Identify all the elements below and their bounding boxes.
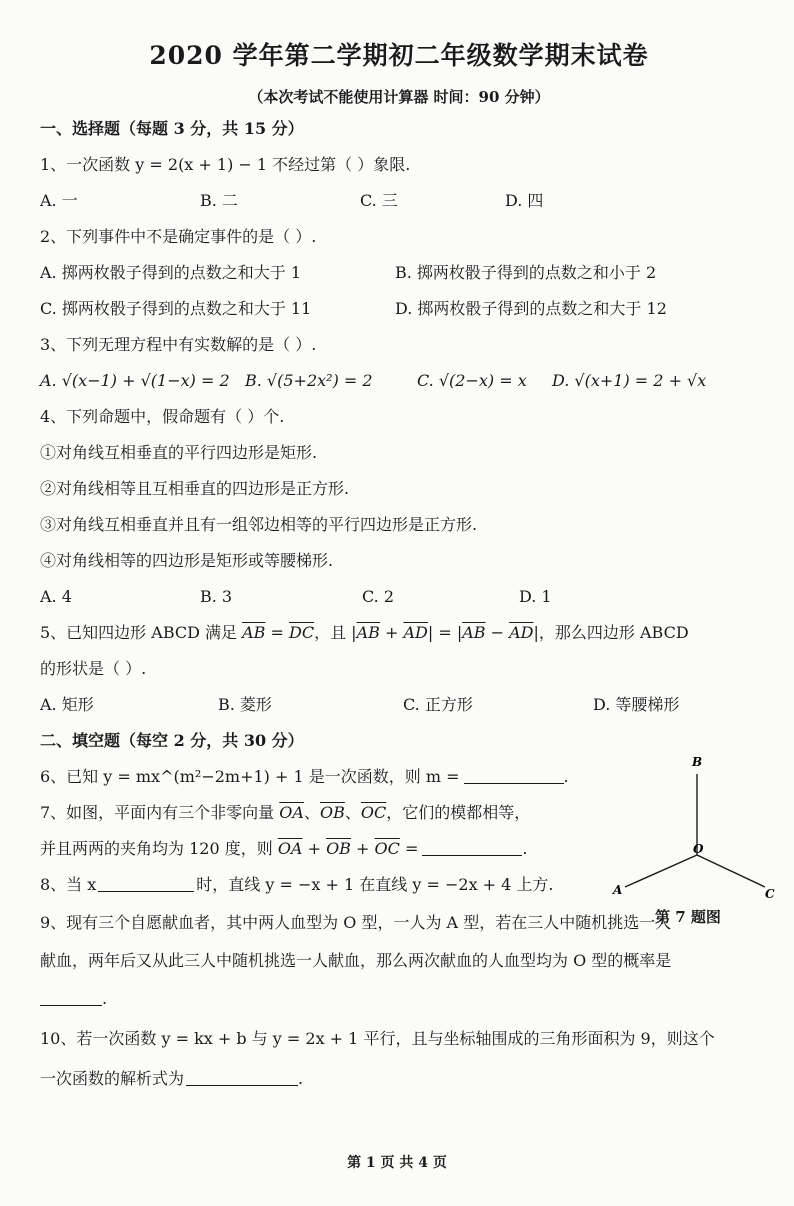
q7-text: + bbox=[302, 839, 327, 858]
label-b: B bbox=[692, 755, 703, 769]
q10-text: 一次函数的解析式为 bbox=[40, 1069, 185, 1088]
vector-oc: $\overline{OC}$ bbox=[374, 839, 400, 858]
q9-end: . bbox=[102, 989, 108, 1008]
answer-blank[interactable] bbox=[98, 875, 194, 892]
q7-text: = bbox=[399, 839, 419, 858]
question-9-line-1: 9、现有三个自愿献血者，其中两人血型为 O 型，一人为 A 型，若在三人中随机挑选一人 bbox=[40, 913, 672, 932]
vector-oc: $\overline{OC}$ bbox=[360, 803, 387, 822]
option-a: A. 一 bbox=[40, 191, 78, 210]
option-c: C. 掷两枚骰子得到的点数之和大于 11 bbox=[40, 299, 312, 318]
q7-text: ，它们的模都相等， bbox=[386, 803, 531, 822]
answer-blank[interactable] bbox=[464, 767, 564, 784]
q8-text: 8、当 x bbox=[40, 875, 97, 894]
q5-text: | = | bbox=[427, 623, 463, 642]
question-5-options bbox=[40, 695, 758, 715]
section-heading-choice: 一、选择题（每题 3 分，共 15 分） bbox=[40, 119, 304, 138]
q7-end: . bbox=[522, 839, 528, 858]
question-4-options bbox=[40, 587, 758, 607]
q5-text: = bbox=[265, 623, 290, 642]
proposition-2: ②对角线相等且互相垂直的四边形是正方形. bbox=[40, 479, 350, 498]
q6-text: 6、已知 y = mx^(m²−2m+1) + 1 是一次函数，则 m = bbox=[40, 767, 460, 786]
option-c: C. √(2−x) = x bbox=[417, 371, 527, 390]
vector-ad: $\overline{AD}$ bbox=[403, 623, 428, 642]
vector-ob: $\overline{OB}$ bbox=[319, 803, 345, 822]
vector-ob: $\overline{OB}$ bbox=[326, 839, 351, 858]
proposition-3: ③对角线互相垂直并且有一组邻边相等的平行四边形是正方形. bbox=[40, 515, 478, 534]
question-3-options bbox=[40, 371, 758, 391]
vector-oa-line bbox=[625, 855, 697, 887]
option-c: C. 2 bbox=[362, 587, 395, 606]
answer-blank[interactable] bbox=[422, 839, 522, 856]
vector-figure bbox=[605, 752, 775, 920]
option-d: D. √(x+1) = 2 + √x bbox=[552, 371, 707, 390]
question-1-options bbox=[40, 191, 758, 211]
question-5-stem-2: 的形状是（ ）. bbox=[40, 659, 147, 678]
option-a: A. √(x−1) + √(1−x) = 2 bbox=[40, 371, 230, 390]
option-d: D. 掷两枚骰子得到的点数之和大于 12 bbox=[395, 299, 667, 318]
option-c: C. 三 bbox=[360, 191, 398, 210]
q8-text: 时，直线 y = −x + 1 在直线 y = −2x + 4 上方. bbox=[196, 875, 554, 894]
question-4-stem: 4、下列命题中，假命题有（ ）个. bbox=[40, 407, 285, 426]
page-title: 2020 学年第二学期初二年级数学期末试卷 bbox=[149, 41, 649, 70]
q6-end: . bbox=[563, 767, 569, 786]
page-footer: 第 1 页 共 4 页 bbox=[347, 1155, 447, 1171]
option-c: C. 正方形 bbox=[403, 695, 473, 714]
question-3-stem: 3、下列无理方程中有实数解的是（ ）. bbox=[40, 335, 317, 354]
option-a: A. 矩形 bbox=[40, 695, 94, 714]
page-subtitle: （本次考试不能使用计算器 时间：90 分钟） bbox=[248, 88, 550, 106]
q7-text: 、 bbox=[344, 803, 361, 822]
option-b: B. 掷两枚骰子得到的点数之和小于 2 bbox=[395, 263, 657, 282]
question-5-stem bbox=[40, 623, 758, 643]
vector-ad: $\overline{AD}$ bbox=[509, 623, 534, 642]
proposition-1: ①对角线互相垂直的平行四边形是矩形. bbox=[40, 443, 318, 462]
proposition-4: ④对角线相等的四边形是矩形或等腰梯形. bbox=[40, 551, 334, 570]
question-2-options-row-2 bbox=[40, 299, 758, 319]
vector-oa: $\overline{OA}$ bbox=[277, 839, 303, 858]
option-a: A. 4 bbox=[40, 587, 72, 606]
vector-ab: $\overline{AB}$ bbox=[462, 623, 486, 642]
option-b: B. 3 bbox=[200, 587, 233, 606]
q5-text: ，且 | bbox=[314, 623, 357, 642]
question-2-options-row-1 bbox=[40, 263, 758, 283]
option-d: D. 四 bbox=[505, 191, 544, 210]
question-9-line-3 bbox=[40, 989, 758, 1009]
q5-text: − bbox=[485, 623, 510, 642]
label-c: C bbox=[765, 887, 775, 901]
option-d: D. 1 bbox=[519, 587, 552, 606]
option-b: B. 菱形 bbox=[218, 695, 272, 714]
q7-text: 并且两两的夹角均为 120 度，则 bbox=[40, 839, 278, 858]
q10-end: . bbox=[298, 1069, 304, 1088]
label-o: O bbox=[693, 842, 704, 856]
q5-text: 5、已知四边形 ABCD 满足 bbox=[40, 623, 243, 642]
question-10-line-2 bbox=[40, 1069, 758, 1089]
vector-oa: $\overline{OA}$ bbox=[279, 803, 304, 822]
answer-blank[interactable] bbox=[186, 1069, 298, 1086]
vector-ab: $\overline{AB}$ bbox=[242, 623, 266, 642]
question-9-line-2: 献血，两年后又从此三人中随机挑选一人献血，那么两次献血的人血型均为 O 型的概率是 bbox=[40, 951, 672, 970]
answer-blank[interactable] bbox=[40, 989, 102, 1006]
q7-text: 、 bbox=[303, 803, 320, 822]
question-10-line-1: 10、若一次函数 y = kx + b 与 y = 2x + 1 平行，且与坐标轴围成的三角形面积为 9，则这个 bbox=[40, 1029, 715, 1048]
section-heading-fill: 二、填空题（每空 2 分，共 30 分） bbox=[40, 731, 304, 750]
q7-text: + bbox=[350, 839, 375, 858]
option-d: D. 等腰梯形 bbox=[593, 695, 680, 714]
label-a: A bbox=[613, 883, 623, 897]
vector-ab: $\overline{AB}$ bbox=[356, 623, 380, 642]
question-2-stem: 2、下列事件中不是确定事件的是（ ）. bbox=[40, 227, 317, 246]
q7-text: 7、如图，平面内有三个非零向量 bbox=[40, 803, 280, 822]
vector-dc: $\overline{DC}$ bbox=[289, 623, 315, 642]
question-1-stem: 1、一次函数 y = 2(x + 1) − 1 不经过第（ ）象限. bbox=[40, 155, 411, 174]
vector-oc-line bbox=[697, 855, 765, 887]
q5-text: + bbox=[379, 623, 404, 642]
option-b: B. √(5+2x²) = 2 bbox=[245, 371, 373, 390]
option-b: B. 二 bbox=[200, 191, 238, 210]
figure-caption: 第 7 题图 bbox=[655, 908, 721, 926]
q5-text: |，那么四边形 ABCD bbox=[533, 623, 689, 642]
option-a: A. 掷两枚骰子得到的点数之和大于 1 bbox=[40, 263, 301, 282]
